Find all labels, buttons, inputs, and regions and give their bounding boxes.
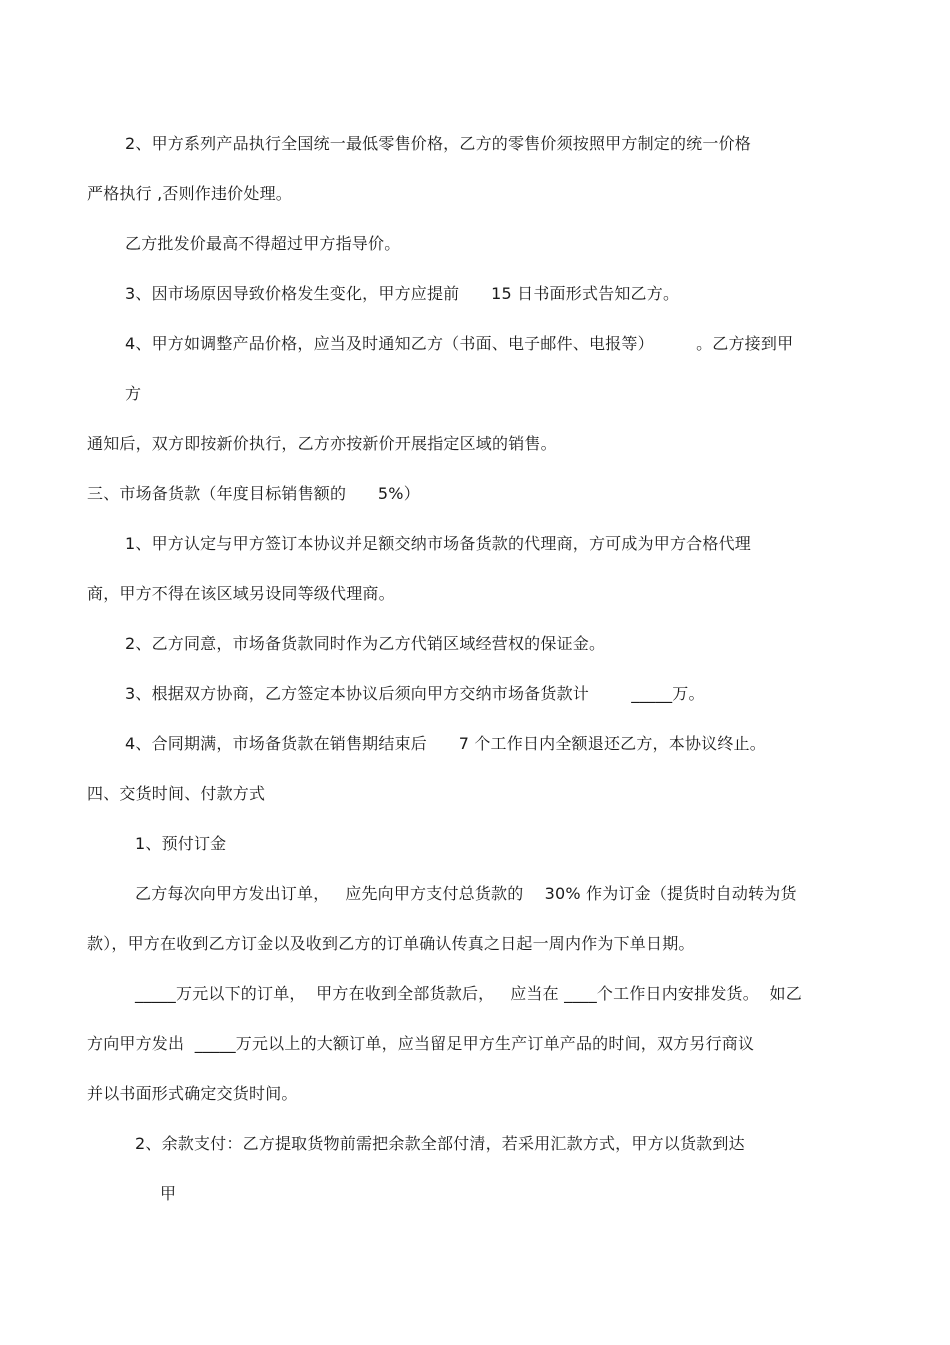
paragraph-line: 方 — [125, 384, 142, 403]
paragraph-line: 方向甲方发出 _____万元以上的大额订单，应当留足甲方生产订单产品的时间，双方另行商议 — [87, 1034, 755, 1053]
section-heading: 四、交货时间、付款方式 — [87, 784, 266, 803]
paragraph-line: 并以书面形式确定交货时间。 — [87, 1084, 298, 1103]
paragraph-line: 通知后，双方即按新价执行，乙方亦按新价开展指定区域的销售。 — [87, 434, 557, 453]
paragraph-line: 乙方每次向甲方发出订单， 应先向甲方支付总货款的 30% 作为订金（提货时自动转为货 — [135, 884, 797, 903]
paragraph-line: 甲 — [160, 1184, 177, 1203]
subsection-heading: 1、预付订金 — [135, 834, 227, 853]
paragraph-line: 乙方批发价最高不得超过甲方指导价。 — [125, 234, 401, 253]
section-heading: 三、市场备货款（年度目标销售额的 5%） — [87, 484, 420, 503]
paragraph-line: 4、合同期满，市场备货款在销售期结束后 7 个工作日内全额退还乙方，本协议终止。 — [125, 734, 766, 753]
paragraph-line: 2、甲方系列产品执行全国统一最低零售价格，乙方的零售价须按照甲方制定的统一价格 — [125, 134, 751, 153]
paragraph-line: _____万元以下的订单， 甲方在收到全部货款后， 应当在 ____个工作日内安排发货。 如乙 — [135, 984, 802, 1003]
paragraph-line: 4、甲方如调整产品价格，应当及时通知乙方（书面、电子邮件、电报等） 。乙方接到甲 — [125, 334, 794, 353]
paragraph-line: 1、甲方认定与甲方签订本协议并足额交纳市场备货款的代理商，方可成为甲方合格代理 — [125, 534, 751, 553]
paragraph-line: 严格执行 ,否则作违价处理。 — [87, 184, 292, 203]
paragraph-line: 2、余款支付：乙方提取货物前需把余款全部付清，若采用汇款方式，甲方以货款到达 — [135, 1134, 745, 1153]
paragraph-line: 3、根据双方协商，乙方签定本协议后须向甲方交纳市场备货款计 _____万。 — [125, 684, 705, 703]
paragraph-line: 款），甲方在收到乙方订金以及收到乙方的订单确认传真之日起一周内作为下单日期。 — [87, 934, 695, 953]
paragraph-line: 2、乙方同意，市场备货款同时作为乙方代销区域经营权的保证金。 — [125, 634, 606, 653]
paragraph-line: 商，甲方不得在该区域另设同等级代理商。 — [87, 584, 395, 603]
paragraph-line: 3、因市场原因导致价格发生变化，甲方应提前 15 日书面形式告知乙方。 — [125, 284, 680, 303]
